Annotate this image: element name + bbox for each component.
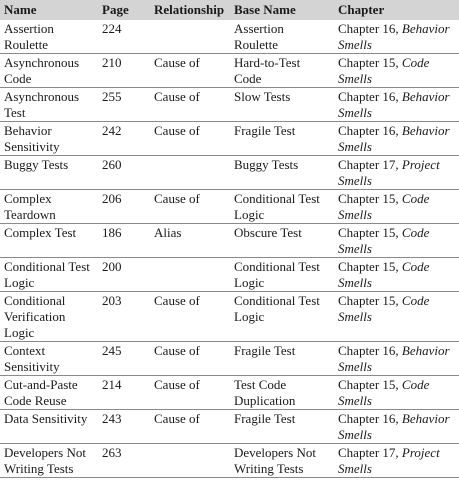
cell-relationship: Alias (150, 224, 230, 258)
cell-base-name: Conditional Test Logic (230, 292, 334, 342)
cell-name: Data Sensitivity (0, 410, 98, 444)
cell-relationship: Cause of (150, 88, 230, 122)
cell-relationship (150, 258, 230, 292)
cell-relationship: Cause of (150, 122, 230, 156)
table-header (0, 0, 459, 20)
cell-page: 255 (98, 88, 150, 122)
cell-base-name: Conditional Test Logic (230, 190, 334, 224)
cell-name: Cut-and-Paste Code Reuse (0, 376, 98, 410)
cell-base-name: Developers Not Writing Tests (230, 444, 334, 478)
header-relationship: Relationship (150, 0, 230, 20)
chapter-prefix: Chapter 16, (338, 343, 402, 358)
chapter-prefix: Chapter 16, (338, 21, 402, 36)
cell-chapter (334, 122, 459, 156)
cell-name: Developers Not Writing Tests (0, 444, 98, 478)
chapter-title: Behavior Smells (338, 123, 450, 154)
cell-name: Asynchronous Code (0, 54, 98, 88)
chapter-prefix: Chapter 16, (338, 411, 402, 426)
cell-base-name: Fragile Test (230, 342, 334, 376)
cell-chapter (334, 54, 459, 88)
cell-name: Assertion Roulette (4, 21, 54, 52)
chapter-prefix: Chapter 16, (338, 123, 402, 138)
cell-name: Context Sensitivity (0, 342, 98, 376)
chapter-prefix: Chapter 15, (338, 55, 402, 70)
cell-chapter (334, 342, 459, 376)
table-row (0, 20, 459, 54)
chapter-title: Behavior Smells (338, 21, 450, 52)
cell-name: Conditional Test Logic (0, 258, 98, 292)
cell-chapter (334, 410, 459, 444)
chapter-title: Code Smells (338, 259, 430, 290)
chapter-prefix: Chapter 15, (338, 259, 402, 274)
chapter-prefix: Chapter 15, (338, 225, 402, 240)
cell-chapter (334, 376, 459, 410)
chapter-title: Code Smells (338, 191, 430, 222)
table-row (0, 410, 459, 444)
chapter-title: Code Smells (338, 55, 430, 86)
cell-relationship (150, 20, 230, 54)
table-row (0, 88, 459, 122)
table-row (0, 122, 459, 156)
cell-relationship: Cause of (150, 410, 230, 444)
cell-page: 224 (102, 21, 122, 36)
cell-relationship: Cause of (150, 292, 230, 342)
cell-name: Conditional Verification Logic (0, 292, 98, 342)
table-row (0, 258, 459, 292)
chapter-title: Behavior Smells (338, 411, 450, 442)
cell-page: 242 (98, 122, 150, 156)
chapter-title: Behavior Smells (338, 89, 450, 120)
table-body (0, 20, 459, 478)
chapter-prefix: Chapter 17, (338, 157, 402, 172)
cell-chapter (334, 292, 459, 342)
table-row (0, 444, 459, 478)
cell-chapter (334, 444, 459, 478)
cell-page: 186 (98, 224, 150, 258)
chapter-prefix: Chapter 17, (338, 445, 402, 460)
chapter-prefix: Chapter 16, (338, 89, 402, 104)
cell-name: Complex Test (0, 224, 98, 258)
cell-relationship (150, 156, 230, 190)
cell-page: 263 (98, 444, 150, 478)
cell-page: 206 (98, 190, 150, 224)
cell-page: 203 (98, 292, 150, 342)
cell-base-name: Assertion Roulette (234, 21, 284, 52)
table-row (0, 292, 459, 342)
table-row (0, 376, 459, 410)
cell-base-name: Test Code Duplication (230, 376, 334, 410)
cell-name: Buggy Tests (0, 156, 98, 190)
chapter-prefix: Chapter 15, (338, 377, 402, 392)
chapter-prefix: Chapter 15, (338, 191, 402, 206)
cell-chapter (334, 20, 459, 54)
cell-chapter (334, 156, 459, 190)
table-row (0, 54, 459, 88)
header-chapter: Chapter (334, 0, 459, 20)
cell-name: Complex Teardown (0, 190, 98, 224)
cell-chapter (334, 88, 459, 122)
cell-name: Behavior Sensitivity (0, 122, 98, 156)
cell-base-name: Buggy Tests (230, 156, 334, 190)
header-name: Name (0, 0, 98, 20)
chapter-title: Project Smells (338, 157, 440, 188)
table-row (0, 156, 459, 190)
chapter-title: Behavior Smells (338, 343, 450, 374)
cell-page: 243 (98, 410, 150, 444)
chapter-title: Code Smells (338, 293, 430, 324)
chapter-title: Project Smells (338, 445, 440, 476)
cell-base-name: Conditional Test Logic (230, 258, 334, 292)
cell-relationship: Cause of (150, 376, 230, 410)
cell-relationship (150, 444, 230, 478)
cell-chapter (334, 224, 459, 258)
cell-chapter (334, 190, 459, 224)
table-row (0, 190, 459, 224)
table-row (0, 224, 459, 258)
header-base-name: Base Name (230, 0, 334, 20)
cell-base-name: Fragile Test (230, 410, 334, 444)
cell-page: 210 (98, 54, 150, 88)
chapter-title: Code Smells (338, 377, 430, 408)
cell-chapter (334, 258, 459, 292)
cell-base-name: Obscure Test (230, 224, 334, 258)
chapter-prefix: Chapter 15, (338, 293, 402, 308)
chapter-title: Code Smells (338, 225, 430, 256)
cell-base-name: Hard-to-Test Code (230, 54, 334, 88)
cell-base-name: Slow Tests (230, 88, 334, 122)
cell-page: 260 (98, 156, 150, 190)
cell-page: 200 (98, 258, 150, 292)
cell-relationship: Cause of (150, 342, 230, 376)
header-row (0, 0, 459, 20)
header-page: Page (98, 0, 150, 20)
cell-name: Asynchronous Test (0, 88, 98, 122)
cell-relationship: Cause of (150, 54, 230, 88)
cell-relationship: Cause of (150, 190, 230, 224)
cell-base-name: Fragile Test (230, 122, 334, 156)
cell-page: 245 (98, 342, 150, 376)
table-row (0, 342, 459, 376)
cell-page: 214 (98, 376, 150, 410)
